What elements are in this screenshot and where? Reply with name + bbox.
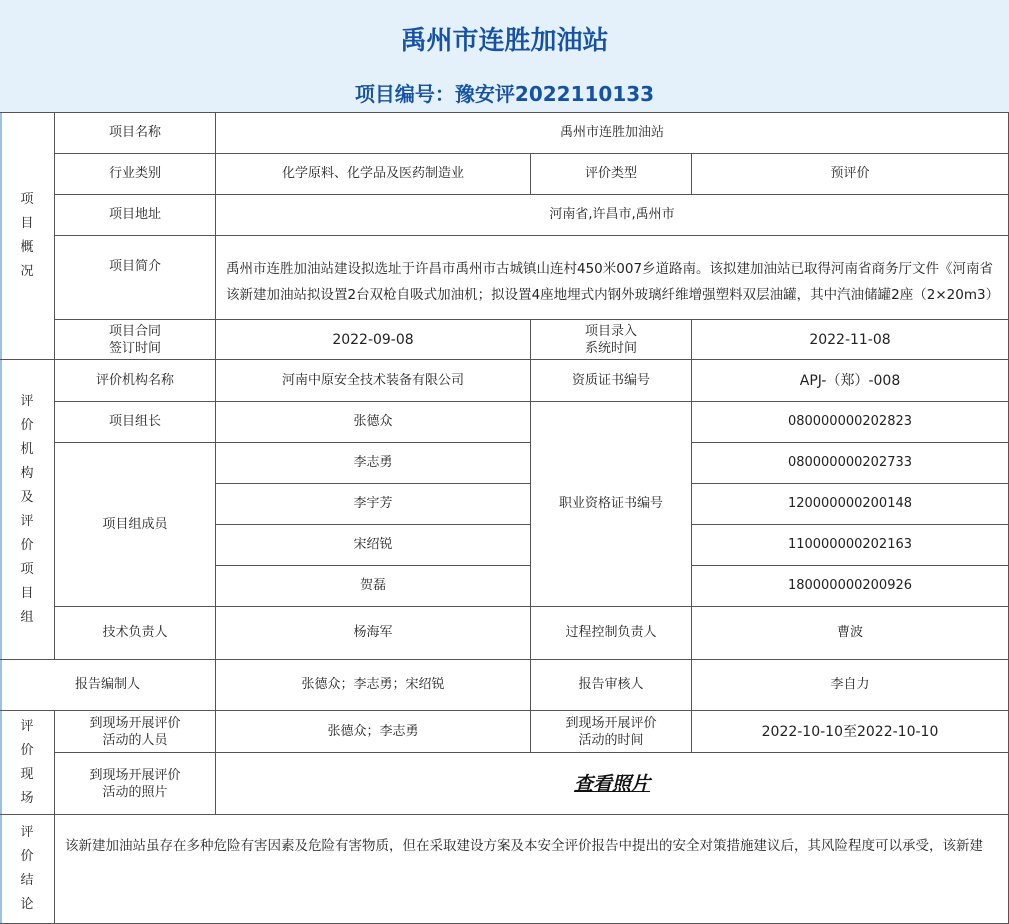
label-tech-lead: 技术负责人 [55, 607, 216, 660]
label-org-name: 评价机构名称 [55, 360, 216, 402]
label-line: 活动的时间 [578, 732, 644, 748]
team-member: 李宇芳 [216, 484, 531, 525]
section-label-overview [0, 112, 55, 360]
label-industry: 行业类别 [55, 154, 216, 195]
view-photos-link[interactable]: 查看照片 [573, 772, 650, 795]
label-team-leader: 项目组长 [55, 402, 216, 443]
label-line: 项目录入 [584, 323, 637, 339]
section-char: 场 [20, 790, 34, 806]
label-line: 活动的照片 [102, 784, 168, 800]
intro-line: 禹州市连胜加油站建设拟选址于许昌市禹州市古城镇山连村450米007乡道路南。该拟建加油站已取得河南省商务厅文件《河南省 [226, 261, 994, 277]
section-char: 概 [20, 239, 34, 255]
label-line: 到现场开展评价 [565, 715, 657, 731]
section-char: 组 [20, 609, 34, 625]
label-qualification-numbers: 职业资格证书编号 [531, 402, 692, 607]
value-industry: 化学原料、化学品及医药制造业 [216, 154, 531, 195]
value-contract-time: 2022-09-08 [216, 320, 531, 360]
label-cert-number: 资质证书编号 [531, 360, 692, 402]
section-char: 价 [20, 417, 34, 433]
section-char: 价 [20, 537, 34, 553]
qualification-number: 110000000202163 [692, 525, 1009, 566]
section-char: 评 [20, 825, 34, 840]
value-onsite-people: 张德众；李志勇 [216, 711, 531, 753]
section-char: 机 [20, 441, 34, 457]
value-project-name: 禹州市连胜加油站 [216, 112, 1009, 154]
team-member: 李志勇 [216, 443, 531, 484]
section-char: 价 [20, 849, 34, 864]
label-eval-type: 评价类型 [531, 154, 692, 195]
page-title: 禹州市连胜加油站 [400, 26, 609, 56]
label-address: 项目地址 [55, 195, 216, 236]
section-char: 评 [20, 513, 34, 529]
section-char: 评 [20, 393, 34, 409]
value-tech-lead: 杨海军 [216, 607, 531, 660]
qualification-number: 120000000200148 [692, 484, 1009, 525]
section-char: 结 [20, 873, 34, 888]
value-address: 河南省,许昌市,禹州市 [216, 195, 1009, 236]
section-char: 目 [20, 585, 34, 601]
section-char: 项 [20, 561, 34, 577]
qualification-number: 080000000202823 [692, 402, 1009, 443]
label-project-name: 项目名称 [55, 112, 216, 154]
label-report-compiler: 报告编制人 [0, 660, 216, 711]
section-char: 项 [20, 191, 34, 207]
label-onsite-people [55, 711, 216, 753]
label-line: 项目合同 [108, 323, 161, 339]
label-line: 活动的人员 [102, 732, 168, 748]
project-number: 项目编号：豫安评2022110133 [354, 82, 655, 106]
section-char: 评 [20, 718, 34, 734]
value-process-control: 曹波 [692, 607, 1009, 660]
value-intro [216, 236, 1009, 320]
value-report-compiler: 张德众；李志勇；宋绍锐 [216, 660, 531, 711]
label-entry-time [531, 320, 692, 360]
label-intro: 项目简介 [55, 236, 216, 320]
qualification-number: 180000000200926 [692, 566, 1009, 607]
value-onsite-time: 2022-10-10至2022-10-10 [692, 711, 1009, 753]
value-team-leader: 张德众 [216, 402, 531, 443]
value-cert-number: APJ-（郑）-008 [692, 360, 1009, 402]
section-label-conclusion [0, 815, 55, 924]
qualification-number: 080000000202733 [692, 443, 1009, 484]
section-char: 价 [20, 742, 34, 758]
label-onsite-photos [55, 753, 216, 815]
label-team-members: 项目组成员 [55, 443, 216, 607]
section-char: 况 [20, 263, 34, 279]
label-line: 到现场开展评价 [89, 767, 181, 783]
value-eval-type: 预评价 [692, 154, 1009, 195]
section-char: 及 [20, 489, 34, 505]
label-line: 到现场开展评价 [89, 715, 181, 731]
value-report-reviewer: 李自力 [692, 660, 1009, 711]
value-entry-time: 2022-11-08 [692, 320, 1009, 360]
section-label-onsite [0, 711, 55, 815]
label-line: 系统时间 [584, 340, 637, 356]
label-contract-time [55, 320, 216, 360]
section-char: 构 [20, 465, 34, 481]
label-report-reviewer: 报告审核人 [531, 660, 692, 711]
value-conclusion: 该新建加油站虽存在多种危险有害因素及危险有害物质，但在采取建设方案及本安全评价报告中提出的安全对策措施建议后，其风险程度可以承受，该新建 [55, 815, 1009, 924]
label-onsite-time [531, 711, 692, 753]
photo-cell [216, 753, 1009, 815]
team-member: 宋绍锐 [216, 525, 531, 566]
section-char: 目 [20, 215, 34, 231]
page-header [0, 0, 1009, 113]
label-process-control: 过程控制负责人 [531, 607, 692, 660]
intro-line: 该新建加油站拟设置2台双枪自吸式加油机；拟设置4座地埋式内钢外玻璃纤维增强塑料双层油罐，其中汽油储罐2座（2×20m3） [226, 287, 1000, 303]
section-label-agency [0, 360, 55, 660]
team-member: 贺磊 [216, 566, 531, 607]
value-org-name: 河南中原安全技术装备有限公司 [216, 360, 531, 402]
section-char: 现 [20, 766, 34, 782]
section-char: 论 [20, 897, 34, 912]
label-line: 签订时间 [108, 340, 161, 356]
